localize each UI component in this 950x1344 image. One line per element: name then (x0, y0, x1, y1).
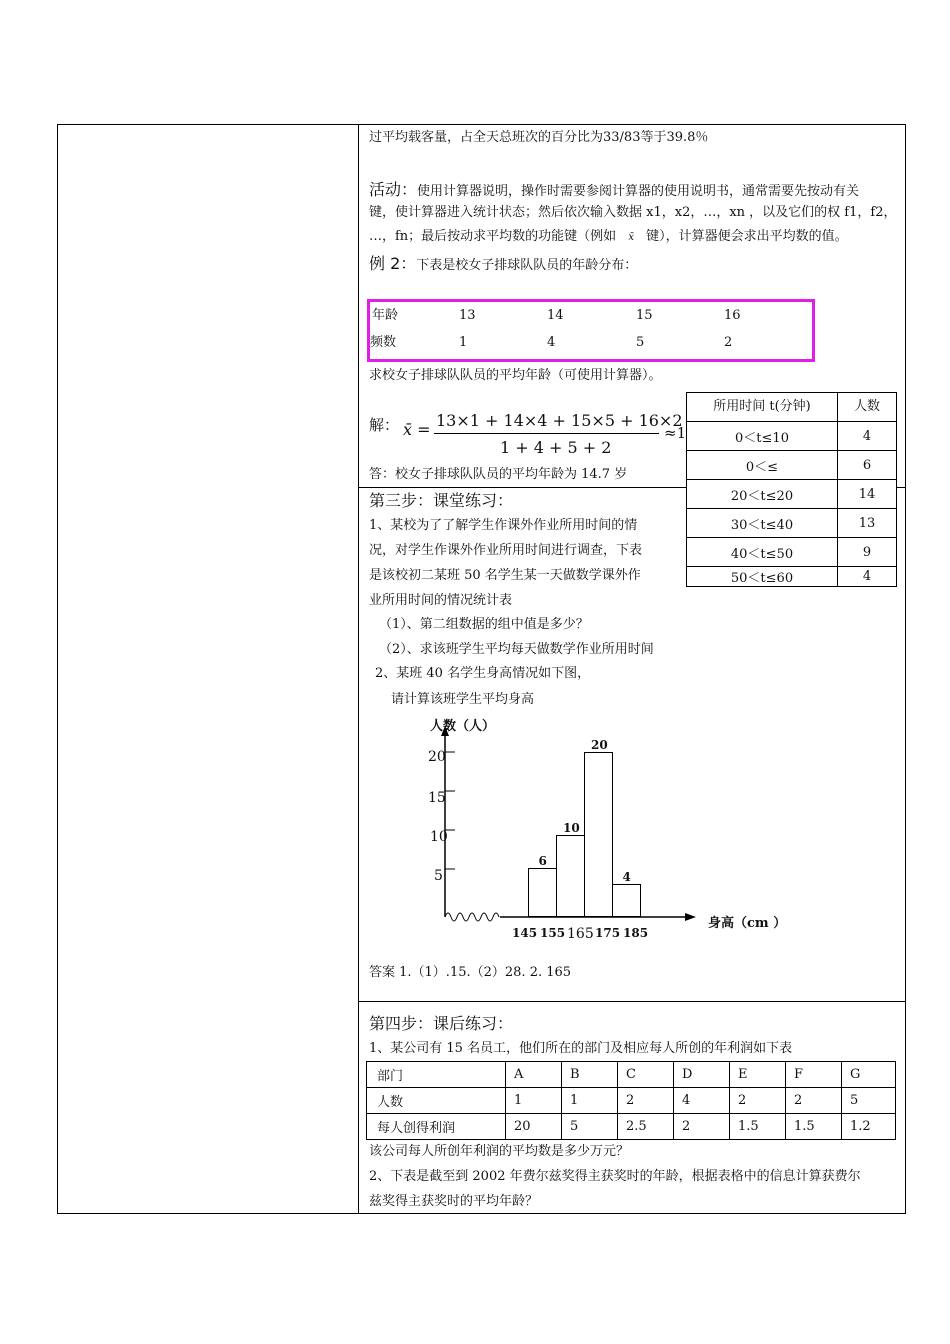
y-tick-label: 10 (430, 829, 448, 845)
profit-cell: 1.5 (786, 1114, 842, 1140)
activity-text-3b: 键），计算器便会求出平均数的值。 (646, 229, 848, 244)
example2-answer: 答：校女子排球队队员的平均年龄为 14.7 岁 (369, 467, 628, 482)
histogram-ylabel: 人数（人） (430, 719, 496, 734)
count-cell: 1 (562, 1088, 618, 1114)
histogram-bar-label: 10 (563, 820, 580, 835)
formula-left: x̄ = (403, 420, 431, 439)
activity-text-1: 使用计算器说明，操作时需要参阅计算器的使用说明书，通常需要先按动有关 (417, 184, 860, 199)
frame-middle (358, 124, 359, 1214)
step3-q1-line: 是该校初二某班 50 名学生某一天做数学课外作 (369, 568, 641, 583)
x-tick-label: 175 (595, 926, 621, 940)
count-cell: 1 (506, 1088, 562, 1114)
divider-step3 (358, 487, 686, 488)
activity-line3 (369, 230, 848, 243)
step3-q1-line: 业所用时间的情况统计表 (369, 593, 513, 608)
dept-cell: E (730, 1062, 786, 1088)
profit-row-label: 人数 (367, 1088, 506, 1114)
y-tick-label: 15 (428, 790, 446, 806)
step3-q2-line1: 2、某班 40 名学生身高情况如下图， (375, 666, 591, 681)
dept-cell: G (842, 1062, 896, 1088)
profit-row-label: 每人创得利润 (367, 1114, 506, 1140)
formula-denominator: 1 + 4 + 5 + 2 (500, 438, 612, 457)
solution-label: 解： (369, 416, 400, 434)
count-cell: 4 (838, 567, 897, 587)
step3-q1-line: 况，对学生作课外作业所用时间进行调查，下表 (369, 543, 643, 558)
count-cell: 14 (838, 480, 897, 509)
profit-cell: 2.5 (618, 1114, 674, 1140)
activity-line1 (369, 182, 859, 198)
freq-row-label: 频数 (370, 335, 397, 350)
step3-q1-sub2: （2）、求该班学生平均每天做数学作业所用时间 (379, 642, 654, 657)
profit-cell: 1.5 (730, 1114, 786, 1140)
time-row: 40＜t≤50 (687, 538, 838, 567)
divider-step4 (358, 1001, 906, 1002)
count-cell: 2 (730, 1088, 786, 1114)
count-cell: 9 (838, 538, 897, 567)
count-cell: 6 (838, 451, 897, 480)
histogram-bar-label: 20 (591, 738, 608, 752)
profit-table (366, 1061, 896, 1140)
y-tick-label: 5 (434, 868, 443, 884)
intro-line: 过平均载客量，占全天总班次的百分比为33/83等于39.8％ (369, 130, 709, 145)
frame-top (57, 124, 906, 125)
histogram-bar-label: 4 (622, 870, 631, 884)
freq-4: 4 (547, 335, 556, 350)
frame-left (57, 124, 58, 1214)
count-cell: 4 (838, 422, 897, 451)
age-row-label: 年龄 (372, 308, 399, 323)
step4-q2-line2: 兹奖得主获奖时的平均年龄？ (369, 1194, 539, 1209)
example2-text: 下表是校女子排球队队员的年龄分布： (416, 258, 638, 273)
freq-1: 1 (459, 335, 468, 350)
activity-text-3a: …，fn；最后按动求平均数的功能键（例如 (369, 229, 617, 244)
step3-q2-line2: 请计算该班学生平均身高 (391, 692, 535, 707)
x-tick-label: 185 (623, 926, 649, 940)
dept-cell: C (618, 1062, 674, 1088)
age-table-box (367, 299, 815, 362)
step4-q1-question: 该公司每人所创年利润的平均数是多少万元？ (369, 1144, 630, 1159)
time-header: 所用时间 t(分钟) (687, 393, 838, 422)
dept-cell: D (674, 1062, 730, 1088)
profit-cell: 5 (562, 1114, 618, 1140)
example2-heading (369, 256, 637, 272)
histogram-bar (612, 884, 641, 917)
count-cell: 13 (838, 509, 897, 538)
height-histogram (400, 712, 820, 952)
age-14: 14 (547, 308, 564, 323)
step3-answer: 答案 1.（1）.15.（2）28. 2. 165 (369, 965, 572, 980)
histogram-bar (528, 868, 557, 918)
time-row: 30＜t≤40 (687, 509, 838, 538)
formula-numerator: 13×1 + 14×4 + 15×5 + 16×2 (436, 411, 683, 430)
x-tick-label: 155 (540, 926, 566, 940)
formula-approx: ≈1 (664, 424, 687, 442)
profit-cell: 20 (506, 1114, 562, 1140)
age-15: 15 (636, 308, 653, 323)
profit-cell: 2 (674, 1114, 730, 1140)
y-tick-label: 20 (428, 749, 446, 765)
profit-row-label: 部门 (367, 1062, 506, 1088)
step3-q1-sub1: （1）、第二组数据的组中值是多少？ (379, 617, 589, 632)
dept-cell: A (506, 1062, 562, 1088)
example2-label: 例 2： (369, 254, 417, 273)
count-cell: 2 (786, 1088, 842, 1114)
time-row: 50＜t≤60 (687, 567, 838, 587)
count-cell: 2 (618, 1088, 674, 1114)
activity-colon: ： (401, 180, 418, 199)
histogram-bar (584, 752, 613, 917)
time-row: 0＜≤ (687, 451, 838, 480)
freq-5: 5 (636, 335, 645, 350)
x-tick-label: 145 (512, 926, 538, 940)
profit-cell: 1.2 (842, 1114, 896, 1140)
time-table (686, 392, 897, 587)
histogram-bars (400, 712, 820, 952)
frame-bottom (57, 1213, 906, 1214)
step4-q1: 1、某公司有 15 名员工，他们所在的部门及相应每人所创的年利润如下表 (369, 1041, 793, 1056)
count-header: 人数 (838, 393, 897, 422)
activity-heading: 活动 (369, 180, 402, 199)
divider-step3-right (896, 487, 906, 488)
histogram-xlabel: 身高（cm ） (708, 916, 787, 931)
age-16: 16 (724, 308, 741, 323)
freq-2: 2 (724, 335, 733, 350)
step3-q1-line: 1、某校为了了解学生作课外作业所用时间的情 (369, 518, 638, 533)
step4-title: 第四步：课后练习： (369, 1014, 514, 1033)
time-row: 0＜t≤10 (687, 422, 838, 451)
count-cell: 5 (842, 1088, 896, 1114)
step4-q2-line1: 2、下表是截至到 2002 年费尔兹奖得主获奖时的年龄，根据表格中的信息计算获费尔 (369, 1169, 861, 1184)
step3-title: 第三步：课堂练习： (369, 491, 514, 510)
dept-cell: B (562, 1062, 618, 1088)
frame-right (905, 124, 906, 1214)
example2-question: 求校女子排球队队员的平均年龄（可使用计算器）。 (369, 368, 662, 383)
time-row: 20＜t≤20 (687, 480, 838, 509)
histogram-bar (556, 835, 585, 918)
age-13: 13 (459, 308, 476, 323)
dept-cell: F (786, 1062, 842, 1088)
count-cell: 4 (674, 1088, 730, 1114)
x-tick-label: 165 (567, 926, 594, 942)
activity-line2: 键，使计算器进入统计状态；然后依次输入数据 x1，x2，…，xn ，以及它们的权 f1，f2， (369, 205, 897, 220)
fraction-bar (434, 433, 659, 434)
histogram-bar-label: 6 (538, 853, 547, 868)
mean-key-symbol: x̄ (628, 232, 634, 243)
